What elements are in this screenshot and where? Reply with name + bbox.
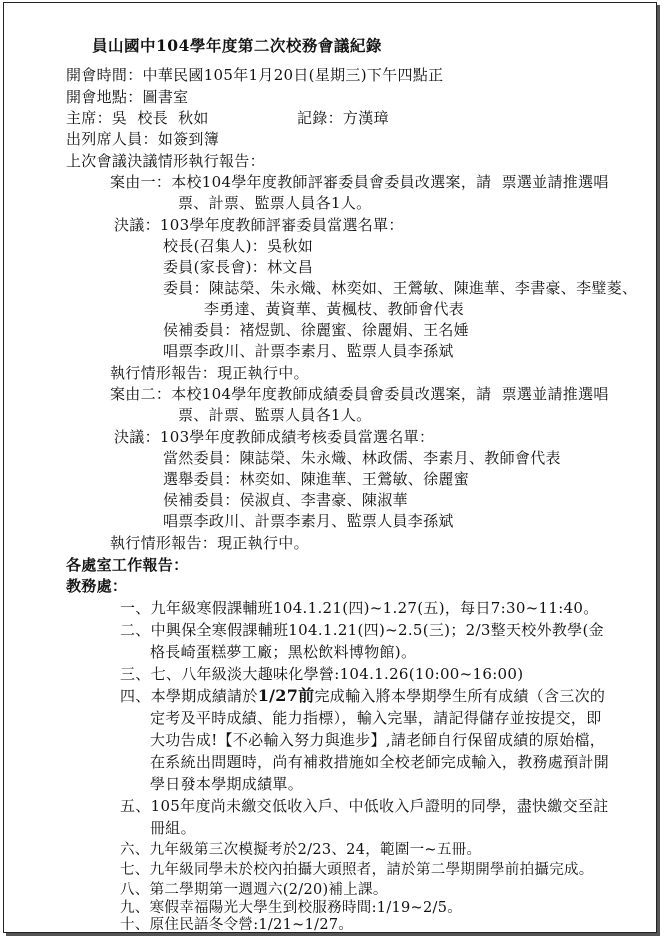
resolution1-alternates: 侯補委員：褚煜凱、徐麗蜜、徐麗娟、王名娷 (163, 321, 470, 339)
academic-item-3: 三、七、八年級淡大趣味化學營:104.1.26(10:00~16:00) (120, 665, 524, 683)
academic-item-4: 四、本學期成績請於1/27前完成輸入將本學期學生所有成績（含三次的 (120, 686, 606, 705)
academic-item-4-cont-2: 大功告成!【不必輸入努力與進步】,請老師自行保留成績的原始檔， (150, 731, 606, 749)
meeting-recorder: 記錄：方漢璋 (297, 109, 389, 127)
resolution2-tellers: 唱票李政川、計票李素月、監票人員李孫斌 (163, 512, 454, 530)
case2-line1: 案由二：本校104學年度教師成績委員會委員改選案，請 票選並請推選唱 (110, 385, 609, 403)
resolution1-tellers: 唱票李政川、計票李素月、監票人員李孫斌 (163, 342, 454, 360)
academic-item-6: 六、九年級第三次模擬考於2/23、24，範圍一~五冊。 (120, 842, 482, 858)
resolution1-members-cont: 李勇達、黃資華、黃楓枝、教師會代表 (204, 300, 465, 318)
academic-heading: 教務處： (66, 577, 128, 595)
academic-item-2: 二、中興保全寒假課輔班104.1.21(四)~2.5(三)；2/3整天校外教學(金 (120, 621, 604, 639)
exec2-report: 執行情形報告：現正執行中。 (110, 534, 309, 552)
academic-item-1: 一、九年級寒假課輔班104.1.21(四)~1.27(五)，每日7:30~11:40。 (120, 599, 599, 617)
case2-line2: 票、計票、監票人員各1人。 (178, 406, 372, 424)
academic-item-5: 五、105年度尚未繳交低收入戶、中低收入戶證明的同學，盡快繳交至註 (120, 797, 609, 815)
meeting-chair: 主席：吳 校長 秋如 (66, 109, 209, 127)
academic-item-9: 九、寒假幸福陽光大學生到校服務時間:1/19~2/5。 (120, 900, 463, 916)
academic-item-2-cont: 格長崎蛋糕夢工廠；黑松飲料博物館)。 (150, 643, 417, 661)
offices-heading: 各處室工作報告： (66, 556, 189, 574)
resolution2-elected: 選舉委員：林奕如、陳進華、王鶯敏、徐麗蜜 (163, 470, 470, 488)
meeting-attendees: 出列席人員：如簽到簿 (66, 130, 220, 148)
resolution2-ex-officio: 當然委員：陳誌榮、朱永熾、林政儒、李素月、教師會代表 (163, 449, 561, 467)
resolution1-parent: 委員(家長會)：林文昌 (163, 258, 314, 276)
academic-item-7: 七、九年級同學未於校內拍攝大頭照者，請於第二學期開學前拍攝完成。 (120, 862, 594, 878)
document-title: 員山國中104學年度第二次校務會議紀錄 (92, 36, 382, 55)
case1-line1: 案由一：本校104學年度教師評審委員會委員改選案，請 票選並請推選唱 (110, 173, 609, 191)
resolution1-members: 委員：陳誌榮、朱永熾、林奕如、王鶯敏、陳進華、李書豪、李璧菱、 (163, 279, 638, 297)
case1-line2: 票、計票、監票人員各1人。 (178, 194, 372, 212)
resolution2: 決議：103學年度教師成績考核委員當選名單： (114, 428, 435, 446)
academic-item-8: 八、第二學期第一週週六(2/20)補上課。 (120, 882, 388, 898)
resolution1: 決議：103學年度教師評審委員當選名單： (114, 216, 404, 234)
meeting-time: 開會時間：中華民國105年1月20日(星期三)下午四點正 (66, 66, 444, 84)
academic-item-5-cont: 冊組。 (150, 819, 196, 837)
resolution1-principal: 校長(召集人)：吳秋如 (163, 237, 314, 255)
meeting-place: 開會地點：圖書室 (66, 88, 189, 106)
last-meeting-heading: 上次會議決議情形執行報告： (66, 152, 265, 170)
resolution2-alternates: 侯補委員：侯淑貞、李書豪、陳淑華 (163, 491, 408, 509)
exec1-report: 執行情形報告：現正執行中。 (110, 364, 309, 382)
academic-item-10: 十、原住民語冬令營:1/21~1/27。 (120, 917, 354, 933)
academic-item-4-cont-3: 在系統出問題時，尚有補救措施如全校老師完成輸入，教務處預計開 (150, 753, 610, 771)
academic-item-4-cont-4: 學日發本學期成績單。 (150, 775, 304, 793)
academic-item-4-cont-1: 定考及平時成績、能力指標），輸入完畢，請記得儲存並按提交，即 (150, 709, 602, 727)
